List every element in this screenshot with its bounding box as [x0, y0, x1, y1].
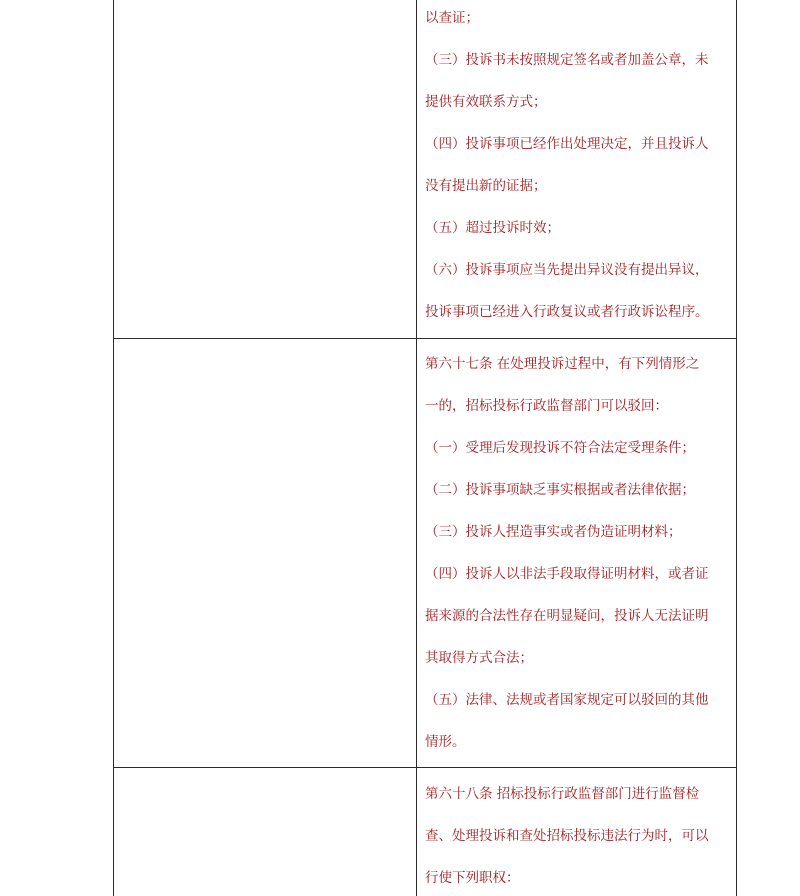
text-line: （三）投诉书未按照规定签名或者加盖公章，未 [425, 52, 709, 68]
left-cell [114, 768, 417, 896]
article-67-heading: 第六十七条 在处理投诉过程中，有下列情形之 [425, 356, 700, 372]
text-line: 投诉事项已经进入行政复议或者行政诉讼程序。 [425, 304, 709, 320]
article-68-heading: 第六十八条 招标投标行政监督部门进行监督检 [425, 786, 700, 802]
right-cell [417, 339, 736, 767]
text-line: （二）投诉事项缺乏事实根据或者法律依据； [425, 482, 695, 498]
right-cell [417, 0, 736, 338]
table-row [114, 768, 736, 896]
table-row [114, 339, 736, 768]
table-row [114, 0, 736, 339]
text-line: 一的，招标投标行政监督部门可以驳回： [425, 398, 668, 414]
text-line: （三）投诉人捏造事实或者伪造证明材料； [425, 524, 682, 540]
text-line: （四）投诉事项已经作出处理决定，并且投诉人 [425, 136, 709, 152]
text-line: 提供有效联系方式； [425, 94, 547, 110]
left-cell [114, 0, 417, 338]
text-line: （四）投诉人以非法手段取得证明材料，或者证 [425, 566, 709, 582]
text-line: 行使下列职权： [425, 870, 520, 886]
left-cell [114, 339, 417, 767]
text-line: 其取得方式合法； [425, 650, 533, 666]
text-line: （一）受理后发现投诉不符合法定受理条件； [425, 440, 695, 456]
text-line: 以查证； [425, 10, 479, 26]
regulation-table [113, 0, 737, 896]
text-line: 据来源的合法性存在明显疑问，投诉人无法证明 [425, 608, 709, 624]
text-line: 查、处理投诉和查处招标投标违法行为时，可以 [425, 828, 709, 844]
right-cell [417, 768, 736, 896]
text-line: 情形。 [425, 734, 466, 750]
text-line: （五）法律、法规或者国家规定可以驳回的其他 [425, 692, 709, 708]
text-line: （六）投诉事项应当先提出异议没有提出异议， [425, 262, 709, 278]
text-line: 没有提出新的证据； [425, 178, 547, 194]
text-line: （五）超过投诉时效； [425, 220, 560, 236]
